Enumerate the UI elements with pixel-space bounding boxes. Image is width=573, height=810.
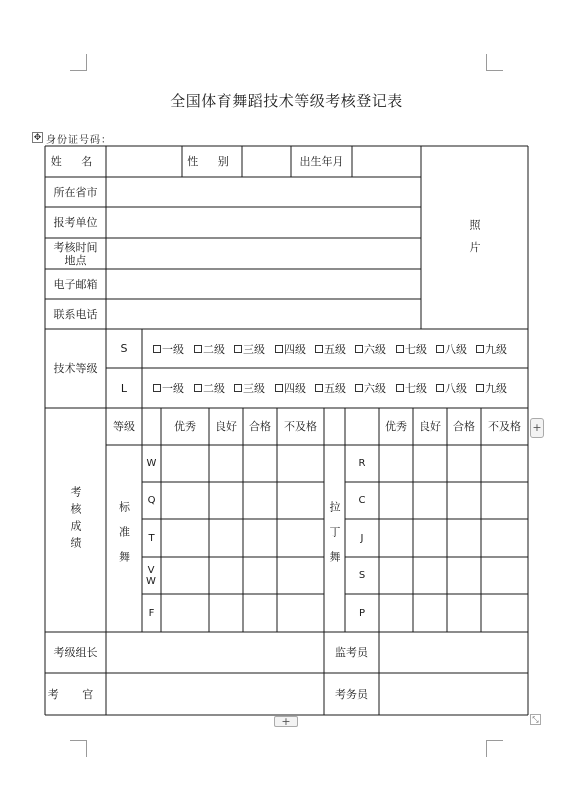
- examiner-label: 考 官: [47, 687, 104, 701]
- checkbox-icon[interactable]: [315, 345, 323, 353]
- phone-field[interactable]: [106, 299, 421, 329]
- dance-code-latin: P: [358, 607, 366, 619]
- checkbox-icon[interactable]: [476, 345, 484, 353]
- leader-field[interactable]: [106, 632, 324, 673]
- s-label: S: [120, 342, 128, 355]
- checkbox-icon[interactable]: [436, 384, 444, 392]
- s-level-label: 九级: [485, 343, 507, 356]
- l-level-label: 八级: [445, 382, 467, 395]
- checkbox-icon[interactable]: [234, 384, 242, 392]
- examiner-field[interactable]: [106, 673, 324, 715]
- clerk-label: 考务员: [335, 687, 368, 701]
- l-level-option[interactable]: [396, 381, 427, 395]
- dance-code-standard: W: [146, 458, 157, 469]
- unit-field[interactable]: [106, 207, 421, 238]
- fail-header-latin: 不及格: [488, 420, 521, 433]
- dance-code-latin: J: [360, 532, 364, 544]
- name-label: 姓 名: [50, 155, 101, 168]
- s-level-label: 七级: [405, 343, 427, 356]
- checkbox-icon[interactable]: [315, 384, 323, 392]
- phone-label: 联系电话: [53, 307, 98, 321]
- checkbox-icon[interactable]: [396, 345, 404, 353]
- checkbox-icon[interactable]: [355, 384, 363, 392]
- l-level-option[interactable]: [234, 381, 265, 395]
- l-level-option[interactable]: [436, 381, 467, 395]
- province-label: 所在省市: [53, 185, 98, 199]
- standard-dance-label: 标准舞: [117, 501, 131, 576]
- l-level-option[interactable]: [476, 381, 507, 395]
- dance-code-standard: T: [148, 532, 155, 544]
- s-level-option[interactable]: [315, 342, 346, 356]
- s-level-label: 六级: [364, 343, 386, 356]
- s-level-option[interactable]: [153, 342, 184, 356]
- table-move-icon[interactable]: ✥: [33, 133, 42, 143]
- email-field[interactable]: [106, 269, 421, 299]
- fail-header-standard: 不及格: [284, 420, 317, 433]
- s-level-label: 一级: [162, 343, 184, 356]
- excellent-header-latin: 优秀: [385, 420, 407, 433]
- dance-code-standard: Q: [147, 495, 156, 506]
- time-place-label: 考核时间地点: [53, 240, 98, 267]
- s-level-label: 四级: [284, 343, 306, 356]
- dance-code-latin: S: [358, 570, 366, 581]
- l-level-label: 五级: [324, 382, 346, 395]
- l-level-label: 三级: [243, 382, 265, 395]
- gender-label: 性 别: [187, 155, 237, 168]
- s-level-option[interactable]: [194, 342, 225, 356]
- checkbox-icon[interactable]: [476, 384, 484, 392]
- checkbox-icon[interactable]: [153, 345, 161, 353]
- l-level-label: 六级: [364, 382, 386, 395]
- grade-header: 等级: [113, 420, 135, 433]
- unit-label: 报考单位: [53, 216, 98, 229]
- province-field[interactable]: [106, 177, 421, 207]
- add-row-button[interactable]: +: [274, 716, 298, 727]
- table-resize-icon[interactable]: ⤡: [530, 714, 541, 725]
- pass-header-standard: 合格: [249, 420, 271, 433]
- l-level-option[interactable]: [194, 381, 225, 395]
- good-header-standard: 良好: [215, 420, 237, 433]
- leader-label: 考级组长: [53, 646, 98, 659]
- birth-field[interactable]: [352, 146, 421, 177]
- checkbox-icon[interactable]: [234, 345, 242, 353]
- checkbox-icon[interactable]: [153, 384, 161, 392]
- pass-header-latin: 合格: [453, 420, 475, 433]
- add-column-button[interactable]: +: [530, 418, 544, 438]
- l-label: L: [120, 381, 128, 395]
- l-level-option[interactable]: [275, 381, 306, 395]
- tech-level-label: 技术等级: [53, 362, 98, 375]
- checkbox-icon[interactable]: [275, 345, 283, 353]
- l-level-label: 七级: [405, 382, 427, 395]
- email-label: 电子邮箱: [53, 277, 98, 291]
- l-level-label: 一级: [162, 382, 184, 395]
- latin-dance-label: 拉丁舞: [328, 501, 341, 576]
- checkbox-icon[interactable]: [194, 345, 202, 353]
- page-title: 全国体育舞蹈技术等级考核登记表: [170, 92, 403, 110]
- dance-code-standard: F: [148, 607, 155, 619]
- birth-label: 出生年月: [299, 155, 344, 168]
- checkbox-icon[interactable]: [355, 345, 363, 353]
- l-level-label: 四级: [284, 382, 306, 395]
- s-level-option[interactable]: [275, 342, 306, 356]
- dance-code-latin: C: [358, 495, 366, 506]
- s-level-label: 三级: [243, 343, 265, 356]
- s-level-label: 二级: [203, 343, 225, 356]
- checkbox-icon[interactable]: [436, 345, 444, 353]
- id-number-label: 身份证号码：: [46, 135, 112, 146]
- s-level-label: 五级: [324, 343, 346, 356]
- l-level-option[interactable]: [315, 381, 346, 395]
- checkbox-icon[interactable]: [194, 384, 202, 392]
- l-level-label: 二级: [203, 382, 225, 395]
- photo-box[interactable]: 照 片: [468, 218, 481, 257]
- dance-code-standard: V W: [146, 564, 156, 587]
- s-level-option[interactable]: [355, 342, 386, 356]
- checkbox-icon[interactable]: [275, 384, 283, 392]
- l-level-label: 九级: [485, 382, 507, 395]
- gender-field[interactable]: [242, 146, 291, 177]
- s-level-option[interactable]: [476, 342, 507, 356]
- dance-code-latin: R: [358, 458, 366, 469]
- exam-result-label: 考核成绩: [69, 486, 82, 554]
- s-level-label: 八级: [445, 343, 467, 356]
- good-header-latin: 良好: [419, 420, 441, 433]
- invigilator-label: 监考员: [335, 646, 368, 659]
- excellent-header-standard: 优秀: [174, 420, 196, 433]
- l-level-option[interactable]: [153, 381, 184, 395]
- name-field[interactable]: [106, 146, 182, 177]
- s-level-option[interactable]: [436, 342, 467, 356]
- clerk-field[interactable]: [379, 673, 528, 715]
- s-level-option[interactable]: [234, 342, 265, 356]
- s-level-option[interactable]: [396, 342, 427, 356]
- l-level-option[interactable]: [355, 381, 386, 395]
- checkbox-icon[interactable]: [396, 384, 404, 392]
- invigilator-field[interactable]: [379, 632, 528, 673]
- time-place-field[interactable]: [106, 238, 421, 269]
